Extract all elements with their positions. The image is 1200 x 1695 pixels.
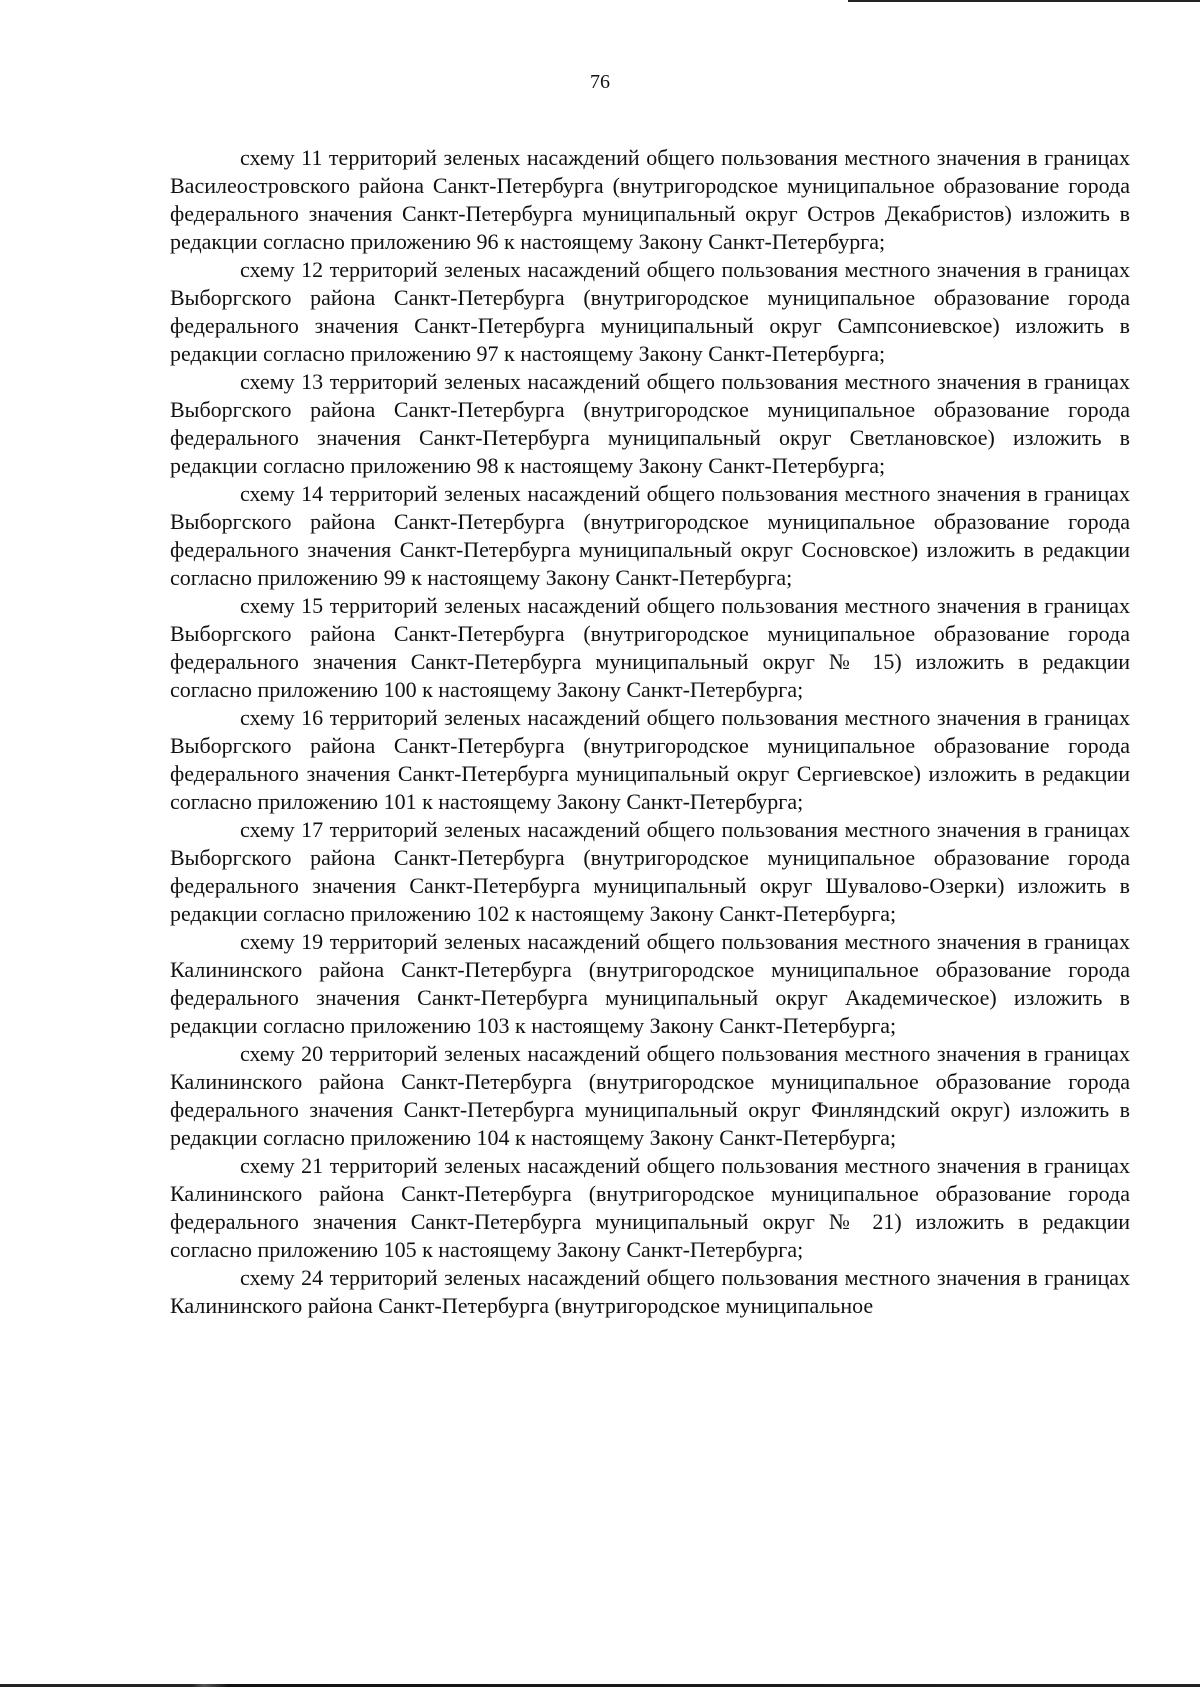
paragraph-scheme-20: схему 20 территорий зеленых насаждений общего пользования местного значения в границах Калининского района Санкт-Петербурга (внутригородское муниципальное образование города федерального значения Санкт-Петербурга муниципальный округ Финляндский округ) изложить в редакции согласно приложению 104 к настоящему Закону Санкт-Петербурга; xyxy=(170,1041,1130,1150)
page-number: 76 xyxy=(590,71,610,93)
paragraph-scheme-14: схему 14 территорий зеленых насаждений общего пользования местного значения в границах Выборгского района Санкт-Петербурга (внутригородское муниципальное образование города федерального значения Санкт-Петербурга муниципальный округ Сосновское) изложить в редакции согласно приложению 99 к настоящему Закону Санкт-Петербурга; xyxy=(170,481,1130,590)
paragraph-scheme-17: схему 17 территорий зеленых насаждений общего пользования местного значения в границах Выборгского района Санкт-Петербурга (внутригородское муниципальное образование города федерального значения Санкт-Петербурга муниципальный округ Шувалово-Озерки) изложить в редакции согласно приложению 102 к настоящему Закону Санкт-Петербурга; xyxy=(170,817,1130,926)
paragraph-scheme-19: схему 19 территорий зеленых насаждений общего пользования местного значения в границах Калининского района Санкт-Петербурга (внутригородское муниципальное образование города федерального значения Санкт-Петербурга муниципальный округ Академическое) изложить в редакции согласно приложению 103 к настоящему Закону Санкт-Петербурга; xyxy=(170,929,1130,1038)
bottom-edge-rule xyxy=(0,1684,1200,1687)
top-edge-rule xyxy=(848,0,1200,2)
document-body xyxy=(170,144,1130,1320)
paragraph-scheme-12: схему 12 территорий зеленых насаждений общего пользования местного значения в границах Выборгского района Санкт-Петербурга (внутригородское муниципальное образование города федерального значения Санкт-Петербурга муниципальный округ Сампсониевское) изложить в редакции согласно приложению 97 к настоящему Закону Санкт-Петербурга; xyxy=(170,257,1130,366)
paragraph-scheme-21: схему 21 территорий зеленых насаждений общего пользования местного значения в границах Калининского района Санкт-Петербурга (внутригородское муниципальное образование города федерального значения Санкт-Петербурга муниципальный округ № 21) изложить в редакции согласно приложению 105 к настоящему Закону Санкт-Петербурга; xyxy=(170,1153,1130,1262)
paragraph-scheme-11: схему 11 территорий зеленых насаждений общего пользования местного значения в границах Василеостровского района Санкт-Петербурга (внутригородское муниципальное образование города федерального значения Санкт-Петербурга муниципальный округ Остров Декабристов) изложить в редакции согласно приложению 96 к настоящему Закону Санкт-Петербурга; xyxy=(170,145,1130,254)
paragraph-scheme-13: схему 13 территорий зеленых насаждений общего пользования местного значения в границах Выборгского района Санкт-Петербурга (внутригородское муниципальное образование города федерального значения Санкт-Петербурга муниципальный округ Светлановское) изложить в редакции согласно приложению 98 к настоящему Закону Санкт-Петербурга; xyxy=(170,369,1130,478)
paragraph-scheme-16: схему 16 территорий зеленых насаждений общего пользования местного значения в границах Выборгского района Санкт-Петербурга (внутригородское муниципальное образование города федерального значения Санкт-Петербурга муниципальный округ Сергиевское) изложить в редакции согласно приложению 101 к настоящему Закону Санкт-Петербурга; xyxy=(170,705,1130,814)
paragraph-scheme-15: схему 15 территорий зеленых насаждений общего пользования местного значения в границах Выборгского района Санкт-Петербурга (внутригородское муниципальное образование города федерального значения Санкт-Петербурга муниципальный округ № 15) изложить в редакции согласно приложению 100 к настоящему Закону Санкт-Петербурга; xyxy=(170,593,1130,702)
paragraph-scheme-24: схему 24 территорий зеленых насаждений общего пользования местного значения в границах Калининского района Санкт-Петербурга (внутригородское муниципальное xyxy=(170,1265,1130,1318)
